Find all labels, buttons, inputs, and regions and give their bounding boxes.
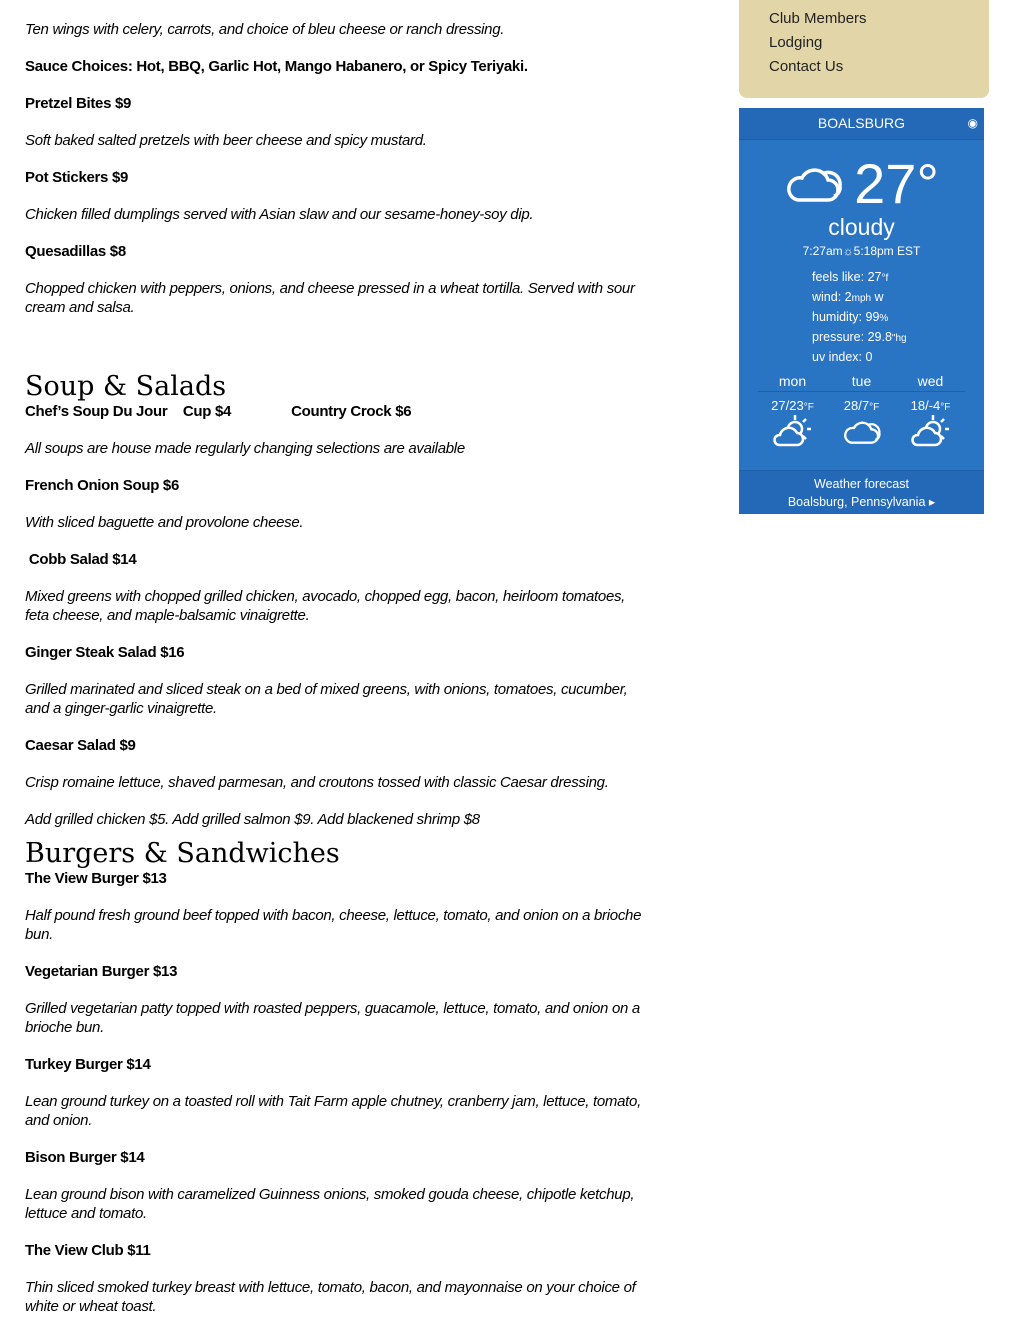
item-title: Turkey Burger $14: [25, 1056, 151, 1073]
condition: cloudy: [828, 214, 895, 240]
forecast-days: [758, 371, 965, 392]
item-desc: All soups are house made regularly changing selections are available: [25, 440, 465, 457]
footer-title: Weather forecast: [814, 477, 909, 491]
sidebar-nav: [739, 0, 989, 98]
menu-content: [25, 20, 650, 1334]
item-desc: Thin sliced smoked turkey breast with lettuce, tomato, bacon, and mayonnaise on your choice of white or wheat toast.: [25, 1279, 636, 1315]
item-desc: Mixed greens with chopped grilled chicken, avocado, chopped egg, bacon, heirloom tomatoes, feta cheese, and maple-balsamic vinaigrette.: [25, 588, 626, 624]
day-label: wed: [917, 373, 944, 389]
weather-city: BOALSBURG: [817, 115, 906, 131]
wind: wind: 2mph w: [812, 290, 884, 304]
weather-widget: [739, 108, 984, 514]
pressure: pressure: 29.8"hg: [812, 330, 907, 344]
sun-times: [739, 244, 984, 258]
sun-icon: ☼: [842, 244, 854, 258]
partly-sunny-icon: [909, 413, 953, 447]
chef-soup: Chef’s Soup Du Jour: [25, 403, 168, 420]
item-desc: Lean ground bison with caramelized Guinness onions, smoked gouda cheese, chipotle ketchup, lettuce and tomato.: [25, 1186, 635, 1222]
item-desc: Lean ground turkey on a toasted roll with Tait Farm apple chutney, cranberry jam, lettuce, tomato, and onion.: [25, 1093, 641, 1129]
nav-lodging[interactable]: Lodging: [769, 34, 823, 51]
day-label: tue: [851, 373, 872, 389]
item-title: Cobb Salad $14: [25, 551, 137, 568]
addons: Add grilled chicken $5. Add grilled salmon $9. Add blackened shrimp $8: [25, 811, 480, 828]
item-desc: Half pound fresh ground beef topped with bacon, cheese, lettuce, tomato, and onion on a brioche bun.: [25, 907, 642, 943]
sunset: 5:18pm EST: [853, 244, 921, 258]
item-desc: Ten wings with celery, carrots, and choice of bleu cheese or ranch dressing.: [25, 21, 505, 38]
section-heading-soup: Soup & Salads: [25, 371, 227, 402]
item-title: The View Burger $13: [25, 870, 167, 887]
uv-index: uv index: 0: [812, 350, 873, 364]
forecast: [758, 398, 965, 450]
cup-price: Cup $4: [182, 403, 232, 420]
day-label: mon: [778, 373, 807, 389]
cloudy-icon: [784, 164, 844, 204]
item-title: Caesar Salad $9: [25, 737, 136, 754]
current-temp: 27°: [854, 152, 939, 215]
item-desc: Grilled vegetarian patty topped with roasted peppers, guacamole, lettuce, tomato, and onion on a brioche bun.: [25, 1000, 640, 1036]
nav-contact-us[interactable]: Contact Us: [769, 58, 844, 75]
weather-header: [739, 108, 984, 140]
humidity: humidity: 99%: [812, 310, 889, 324]
item-title: French Onion Soup $6: [25, 477, 180, 494]
item-desc: Grilled marinated and sliced steak on a bed of mixed greens, with onions, tomatoes, cucumber, and a ginger-garlic vinaigrette.: [25, 681, 628, 717]
item-desc: Chopped chicken with peppers, onions, and cheese pressed in a wheat tortilla. Served with sour cream and salsa.: [25, 280, 635, 316]
section-heading-burgers: Burgers & Sandwiches: [25, 838, 340, 869]
item-title: Pretzel Bites $9: [25, 95, 132, 112]
weather-details: [812, 268, 984, 367]
current-weather: [739, 154, 984, 214]
partly-sunny-icon: [771, 413, 815, 447]
item-title: The View Club $11: [25, 1242, 151, 1259]
item-title: [25, 402, 650, 421]
item-desc: With sliced baguette and provolone cheese.: [25, 514, 304, 531]
nav-club-members[interactable]: Club Members: [769, 10, 867, 27]
item-title: Quesadillas $8: [25, 243, 126, 260]
feels-like: feels like: 27°f: [812, 270, 889, 284]
forecast-day: 18/-4°F: [896, 398, 965, 450]
item-desc: Soft baked salted pretzels with beer cheese and spicy mustard.: [25, 132, 427, 149]
item-title: Bison Burger $14: [25, 1149, 145, 1166]
cloudy-icon: [842, 417, 882, 447]
forecast-day: 28/7°F: [827, 398, 896, 450]
item-title: Vegetarian Burger $13: [25, 963, 178, 980]
footer-location: Boalsburg, Pennsylvania ▸: [787, 495, 936, 509]
item-title: Ginger Steak Salad $16: [25, 644, 185, 661]
forecast-day: 27/23°F: [758, 398, 827, 450]
sunrise: 7:27am: [802, 244, 843, 258]
item-desc: Crisp romaine lettuce, shaved parmesan, and croutons tossed with classic Caesar dressing.: [25, 774, 609, 791]
item-desc: Chicken filled dumplings served with Asian slaw and our sesame-honey-soy dip.: [25, 206, 534, 223]
weather-footer-link[interactable]: [739, 470, 984, 514]
crock-price: Country Crock $6: [291, 403, 412, 420]
item-title: Pot Stickers $9: [25, 169, 129, 186]
location-icon[interactable]: ◉: [967, 116, 978, 130]
spacer: [25, 335, 650, 354]
sauce-choices: Sauce Choices: Hot, BBQ, Garlic Hot, Mango Habanero, or Spicy Teriyaki.: [25, 58, 528, 75]
